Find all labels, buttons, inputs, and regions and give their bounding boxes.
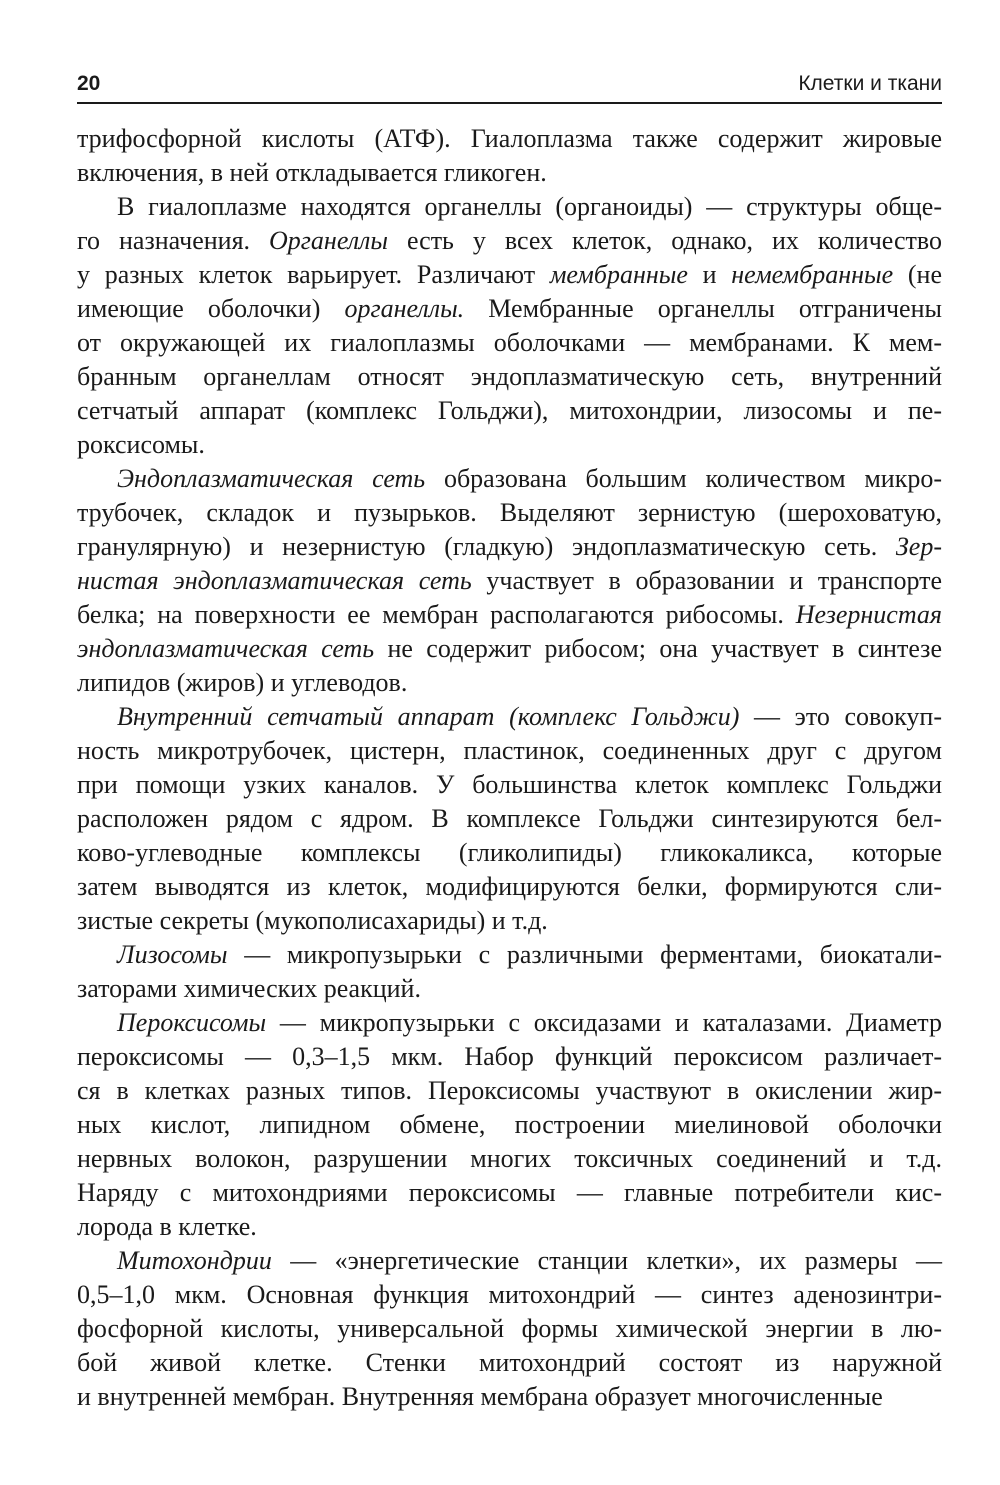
text-line: [77, 1210, 942, 1244]
text-line: [77, 360, 942, 394]
paragraph: [77, 462, 942, 700]
text-run: Мембранные органеллы отграничены: [464, 294, 942, 323]
text-run: 0,5–1,0 мкм. Основная функция митохондрий — синтез аденозинтри-: [77, 1280, 942, 1309]
text-run: липидов (жиров) и углеводов.: [77, 668, 408, 697]
paragraph: [77, 938, 942, 1006]
text-line: [77, 802, 942, 836]
italic-term: нистая эндоплазматическая сеть: [77, 566, 472, 595]
text-run: го назначения.: [77, 226, 269, 255]
italic-term: органеллы.: [344, 294, 465, 323]
italic-term: немембранные: [731, 260, 894, 289]
text-run: пероксисомы — 0,3–1,5 мкм. Набор функций пероксисом различает-: [77, 1042, 942, 1071]
text-line: [77, 904, 942, 938]
text-line: [77, 1312, 942, 1346]
italic-term: Митохондрии: [117, 1246, 272, 1275]
paragraph: [77, 1244, 942, 1414]
text-run: фосфорной кислоты, универсальной формы химической энергии в лю-: [77, 1314, 942, 1343]
text-run: есть у всех клеток, однако, их количество: [388, 226, 942, 255]
text-run: зистые секреты (мукополисахариды) и т.д.: [77, 906, 548, 935]
text-run: ково-углеводные комплексы (гликолипиды) гликокаликса, которые: [77, 838, 942, 867]
text-run: не содержит рибосом; она участвует в синтезе: [374, 634, 942, 663]
running-header: [77, 70, 942, 104]
running-title: Клетки и ткани: [798, 72, 942, 95]
text-line: [77, 428, 942, 462]
italic-term: Органеллы: [269, 226, 388, 255]
text-line: [77, 1346, 942, 1380]
text-run: имеющие оболочки): [77, 294, 345, 323]
text-run: гранулярную) и незернистую (гладкую) эндоплазматическую сеть.: [77, 532, 896, 561]
text-line: [77, 938, 942, 972]
text-run: расположен рядом с ядром. В комплексе Гольджи синтезируются бел-: [77, 804, 942, 833]
paragraph: [77, 122, 942, 190]
text-line: [77, 530, 942, 564]
text-run: при помощи узких каналов. У большинства клеток комплекс Гольджи: [77, 770, 942, 799]
text-line: [77, 632, 942, 666]
text-line: [77, 972, 942, 1006]
text-line: [77, 870, 942, 904]
italic-term: Зер-: [895, 532, 942, 561]
text-line: [77, 666, 942, 700]
text-run: В гиалоплазме находятся органеллы (органоиды) — структуры обще-: [117, 192, 942, 221]
text-run: ся в клетках разных типов. Пероксисомы участвуют в окислении жир-: [77, 1076, 942, 1105]
text-line: [77, 292, 942, 326]
paragraph: [77, 700, 942, 938]
text-line: [77, 1278, 942, 1312]
text-run: сетчатый аппарат (комплекс Гольджи), митохондрии, лизосомы и пе-: [77, 396, 942, 425]
text-run: затем выводятся из клеток, модифицируются белки, формируются сли-: [77, 872, 942, 901]
text-run: ных кислот, липидном обмене, построении миелиновой оболочки: [77, 1110, 942, 1139]
text-run: бой живой клетке. Стенки митохондрий состоят из наружной: [77, 1348, 942, 1377]
italic-term: эндоплазматическая сеть: [77, 634, 375, 663]
text-run: (не: [893, 260, 943, 289]
text-run: от окружающей их гиалоплазмы оболочками — мембранами. К мем-: [77, 328, 942, 357]
italic-term: Лизосомы: [117, 940, 228, 969]
text-run: роксисомы.: [77, 430, 205, 459]
text-run: белка; на поверхности ее мембран располагаются рибосомы.: [77, 600, 796, 629]
text-line: [77, 190, 942, 224]
text-run: трубочек, складок и пузырьков. Выделяют зернистую (шероховатую,: [77, 498, 942, 527]
text-line: [77, 768, 942, 802]
italic-term: мембранные: [549, 260, 688, 289]
text-run: и внутренней мембран. Внутренняя мембрана образует многочисленные: [77, 1382, 883, 1411]
text-line: [77, 700, 942, 734]
body-text: [77, 122, 942, 1414]
text-line: [77, 1006, 942, 1040]
text-run: участвует в образовании и транспорте: [471, 566, 943, 595]
italic-term: Пероксисомы: [117, 1008, 267, 1037]
text-run: ность микротрубочек, цистерн, пластинок, соединенных друг с другом: [77, 736, 942, 765]
text-run: включения, в ней откладывается гликоген.: [77, 158, 547, 187]
text-line: [77, 1040, 942, 1074]
text-run: бранным органеллам относят эндоплазматическую сеть, внутренний: [77, 362, 942, 391]
text-run: Наряду с митохондриями пероксисомы — главные потребители кис-: [77, 1178, 942, 1207]
text-run: лорода в клетке.: [77, 1212, 257, 1241]
paragraph: [77, 1006, 942, 1244]
text-run: — это совокуп-: [739, 702, 942, 731]
text-line: [77, 564, 942, 598]
text-line: [77, 122, 942, 156]
text-line: [77, 224, 942, 258]
text-line: [77, 156, 942, 190]
text-run: нервных волокон, разрушении многих токсичных соединений и т.д.: [77, 1144, 942, 1173]
text-line: [77, 258, 942, 292]
paragraph: [77, 190, 942, 462]
text-line: [77, 836, 942, 870]
text-run: — микропузырьки с различными ферментами, биокатали-: [227, 940, 942, 969]
text-line: [77, 1108, 942, 1142]
text-line: [77, 394, 942, 428]
text-run: трифосфорной кислоты (АТФ). Гиалоплазма также содержит жировые: [77, 124, 942, 153]
text-run: — «энергетические станции клетки», их размеры —: [271, 1246, 942, 1275]
text-line: [77, 1176, 942, 1210]
text-line: [77, 1074, 942, 1108]
text-line: [77, 496, 942, 530]
page-number: 20: [77, 72, 101, 95]
text-line: [77, 734, 942, 768]
text-run: и: [687, 260, 732, 289]
text-line: [77, 1380, 942, 1414]
italic-term: Незернистая: [795, 600, 942, 629]
text-line: [77, 326, 942, 360]
italic-term: Эндоплазматическая сеть: [117, 464, 426, 493]
text-line: [77, 598, 942, 632]
text-run: — микропузырьки с оксидазами и каталазами. Диаметр: [266, 1008, 942, 1037]
italic-term: Внутренний сетчатый аппарат (комплекс Гольджи): [117, 702, 740, 731]
text-line: [77, 462, 942, 496]
text-run: у разных клеток варьирует. Различают: [77, 260, 550, 289]
text-line: [77, 1244, 942, 1278]
text-run: заторами химических реакций.: [77, 974, 421, 1003]
text-line: [77, 1142, 942, 1176]
text-run: образована большим количеством микро-: [425, 464, 942, 493]
